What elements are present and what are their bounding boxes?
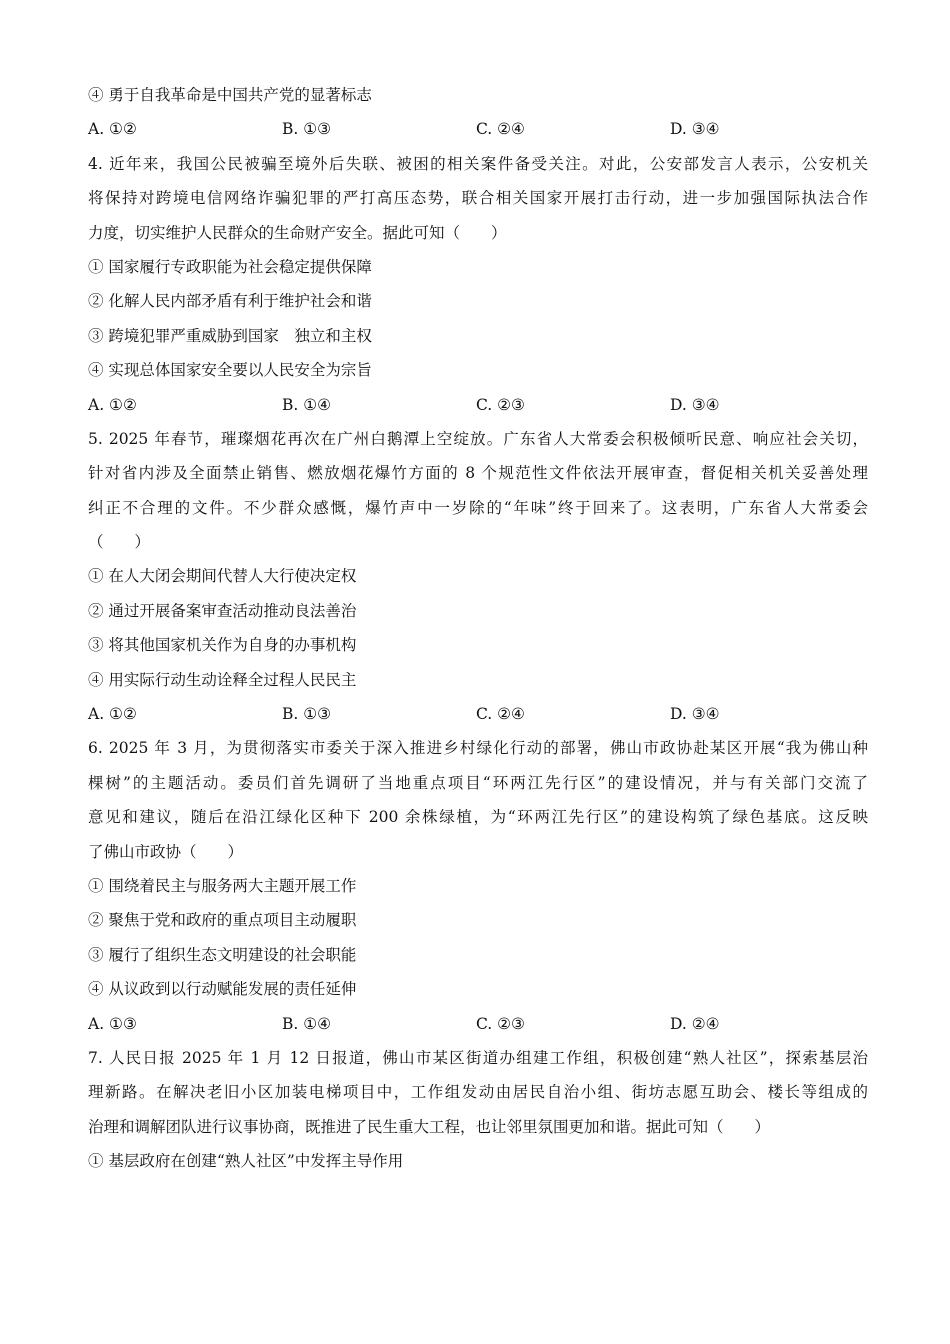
q4-option-d[interactable]: D. ③④ (670, 395, 720, 414)
q3-item-4: ④ 勇于自我革命是中国共产党的显著标志 (88, 86, 372, 104)
q7-stem-line-2: 理新路。在解决老旧小区加装电梯项目中，工作组发动由居民自治小组、街坊志愿互助会、楼长等组成的 (88, 1083, 868, 1102)
q6-options (88, 1007, 868, 1041)
q5-option-c[interactable]: C. ②④ (476, 705, 525, 724)
q3-option-b[interactable]: B. ①③ (282, 120, 332, 139)
q6-item-1: ① 围绕着民主与服务两大主题开展工作 (88, 876, 357, 895)
q5-item-1: ① 在人大闭会期间代替人大行使决定权 (88, 567, 357, 586)
q5-option-d[interactable]: D. ③④ (670, 705, 720, 724)
q4-option-a[interactable]: A. ①② (88, 395, 137, 414)
q5-options (88, 697, 868, 731)
q3-options (88, 112, 868, 146)
q4-item-3: ③ 跨境犯罪严重威胁到国家 独立和主权 (88, 326, 372, 345)
q5-option-b[interactable]: B. ①③ (282, 705, 332, 724)
q4-stem-line-3: 力度，切实维护人民群众的生命财产安全。据此可知（ ） (88, 223, 507, 242)
q7-stem-line-3: 治理和调解团队进行议事协商，既推进了民生重大工程，也让邻里氛围更加和谐。据此可知（ ） (88, 1117, 771, 1136)
q3-option-a[interactable]: A. ①② (88, 120, 137, 139)
q4-option-b[interactable]: B. ①④ (282, 395, 332, 414)
q5-stem-line-1: 5. 2025 年春节，璀璨烟花再次在广州白鹅潭上空绽放。广东省人大常委会积极倾听民意、响应社会关切， (88, 429, 868, 448)
q5-stem-line-4: （ ） (88, 533, 151, 552)
q4-option-c[interactable]: C. ②③ (476, 395, 525, 414)
q5-stem-line-3: 纠正不合理的文件。不少群众感慨，爆竹声中一岁除的“年味”终于回来了。这表明，广东省人大常委会 (88, 498, 868, 517)
q6-option-c[interactable]: C. ②③ (476, 1014, 525, 1033)
q5-option-a[interactable]: A. ①② (88, 705, 137, 724)
q5-item-4: ④ 用实际行动生动诠释全过程人民民主 (88, 670, 357, 689)
q6-stem-line-3: 意见和建议，随后在沿江绿化区种下 200 余株绿植，为“环两江先行区”的建设构筑了绿色基底。这反映 (88, 808, 868, 827)
q5-item-3: ③ 将其他国家机关作为自身的办事机构 (88, 636, 357, 655)
q6-option-a[interactable]: A. ①③ (88, 1014, 137, 1033)
q6-option-b[interactable]: B. ①④ (282, 1014, 332, 1033)
q6-stem-line-4: 了佛山市政协（ ） (88, 842, 244, 861)
q6-item-2: ② 聚焦于党和政府的重点项目主动履职 (88, 911, 357, 930)
q6-item-3: ③ 履行了组织生态文明建设的社会职能 (88, 945, 357, 964)
q7-item-1: ① 基层政府在创建“熟人社区”中发挥主导作用 (88, 1152, 404, 1171)
q7-stem-line-1: 7. 人民日报 2025 年 1 月 12 日报道，佛山市某区街道办组建工作组，积极创建“熟人社区”，探索基层治 (88, 1048, 868, 1067)
exam-page (88, 78, 868, 1179)
q4-item-2: ② 化解人民内部矛盾有利于维护社会和谐 (88, 292, 372, 311)
q4-stem-line-1: 4. 近年来，我国公民被骗至境外后失联、被困的相关案件备受关注。对此，公安部发言人表示，公安机关 (88, 154, 868, 173)
q6-stem-line-2: 棵树”的主题活动。委员们首先调研了当地重点项目“环两江先行区”的建设情况，并与有关部门交流了 (88, 773, 868, 792)
q4-item-4: ④ 实现总体国家安全要以人民安全为宗旨 (88, 361, 372, 380)
q4-item-1: ① 国家履行专政职能为社会稳定提供保障 (88, 257, 372, 276)
q5-item-2: ② 通过开展备案审查活动推动良法善治 (88, 601, 357, 620)
q3-option-d[interactable]: D. ③④ (670, 120, 720, 139)
q6-option-d[interactable]: D. ②④ (670, 1014, 720, 1033)
q3-option-c[interactable]: C. ②④ (476, 120, 525, 139)
q4-options (88, 388, 868, 422)
q4-stem-line-2: 将保持对跨境电信网络诈骗犯罪的严打高压态势，联合相关国家开展打击行动，进一步加强国际执法合作 (88, 189, 868, 208)
q6-item-4: ④ 从议政到以行动赋能发展的责任延伸 (88, 980, 357, 999)
q5-stem-line-2: 针对省内涉及全面禁止销售、燃放烟花爆竹方面的 8 个规范性文件依法开展审查，督促相关机关妥善处理 (88, 464, 868, 483)
q6-stem-line-1: 6. 2025 年 3 月，为贯彻落实市委关于深入推进乡村绿化行动的部署，佛山市政协赴某区开展“我为佛山种 (88, 739, 868, 758)
